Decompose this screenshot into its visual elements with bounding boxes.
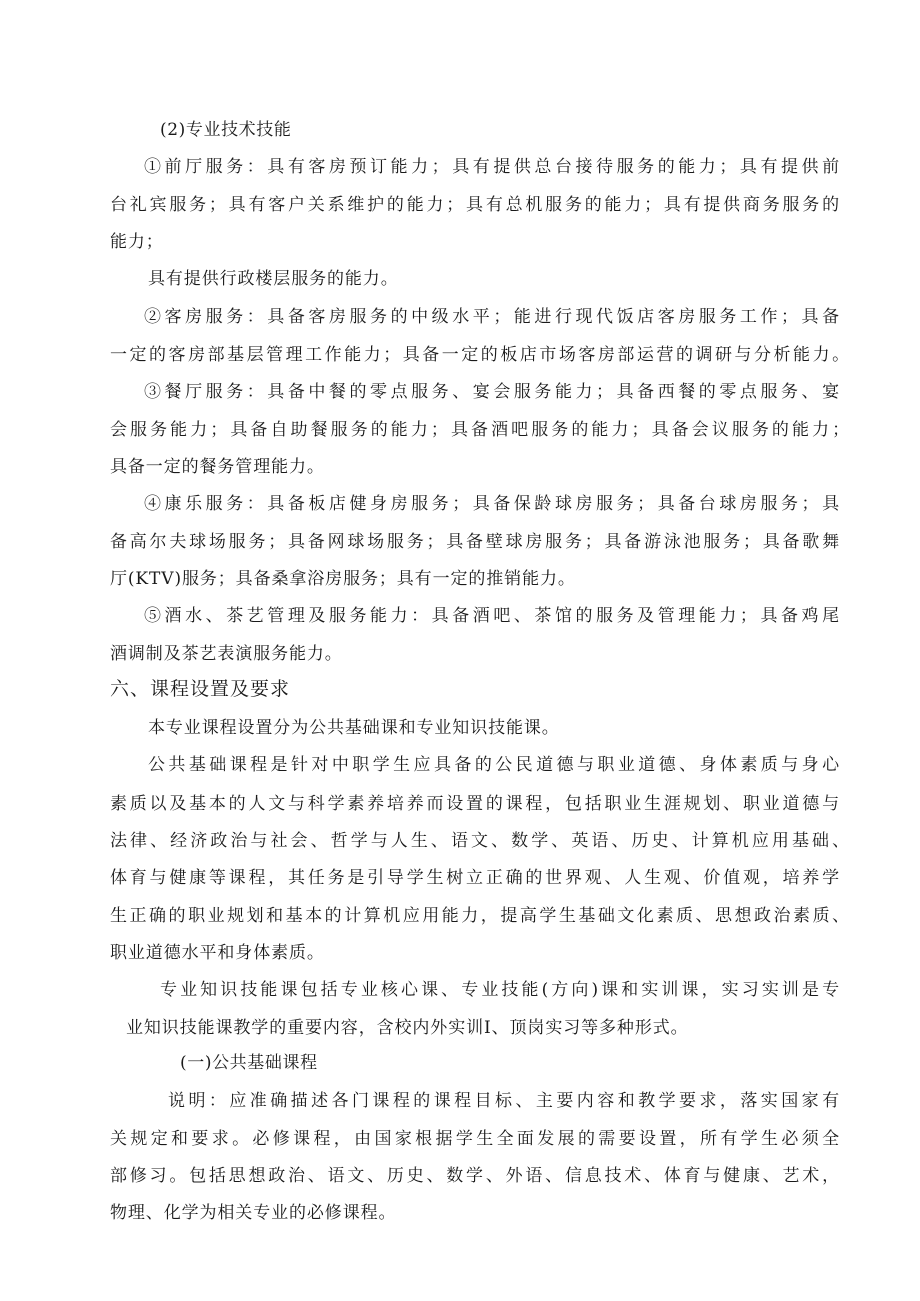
item-4-line-3: 厅(KTV)服务；具备桑拿浴房服务；具有一定的推销能力。 (110, 569, 576, 589)
public-basic-line-1: 公共基础课程是针对中职学生应具备的公民道德与职业道德、身体素质与身心 (148, 755, 840, 775)
section-6-title: 六、课程设置及要求 (110, 678, 291, 700)
item-1-line-3: 能力； (110, 232, 164, 252)
item-1-line-4: 具有提供行政楼层服务的能力。 (148, 269, 399, 289)
subsection-1-line-3: 部修习。包括思想政治、语文、历史、数学、外语、信息技术、体育与健康、艺术， (110, 1166, 840, 1186)
public-basic-line-5: 生正确的职业规划和基本的计算机应用能力，提高学生基础文化素质、思想政治素质、 (110, 906, 850, 926)
subsection-1-line-2: 关规定和要求。必修课程，由国家根据学生全面发展的需要设置，所有学生必须全 (110, 1129, 840, 1149)
subsection-1-line-1: 说明：应准确描述各门课程的课程目标、主要内容和教学要求，落实国家有 (168, 1091, 840, 1111)
public-basic-line-6: 职业道德水平和身体素质。 (110, 943, 325, 963)
item-4-line-1: ④康乐服务：具备板店健身房服务；具备保龄球房服务；具备台球房服务；具 (144, 494, 840, 514)
subsection-1-title: (一)公共基础课程 (180, 1053, 318, 1073)
item-3-line-1: ③餐厅服务：具备中餐的零点服务、宴会服务能力；具备西餐的零点服务、宴 (144, 382, 840, 402)
item-2-line-2: 一定的客房部基层管理工作能力；具备一定的板店市场客房部运营的调研与分析能力。 (110, 345, 850, 365)
section-6-intro: 本专业课程设置分为公共基础课和专业知识技能课。 (148, 718, 560, 738)
item-2-line-1: ②客房服务：具备客房服务的中级水平；能进行现代饭店客房服务工作；具备 (144, 307, 840, 327)
section-2-title: (2)专业技术技能 (160, 120, 292, 140)
item-5-line-2: 酒调制及茶艺表演服务能力。 (110, 644, 343, 664)
item-1-line-1: ①前厅服务：具有客房预订能力；具有提供总台接待服务的能力；具有提供前 (144, 157, 840, 177)
item-4-line-2: 备高尔夫球场服务；具备网球场服务；具备壁球房服务；具备游泳池服务；具备歌舞 (110, 532, 840, 552)
item-5-line-1: ⑤酒水、茶艺管理及服务能力：具备酒吧、茶馆的服务及管理能力；具备鸡尾 (144, 606, 840, 626)
item-3-line-3: 具备一定的餐务管理能力。 (110, 457, 325, 477)
professional-line-2: 业知识技能课教学的重要内容，含校内外实训Ⅰ、顶岗实习等多种形式。 (126, 1018, 689, 1038)
public-basic-line-2: 素质以及基本的人文与科学素养培养而设置的课程，包括职业生涯规划、职业道德与 (110, 794, 840, 814)
public-basic-line-3: 法律、经济政治与社会、哲学与人生、语文、数学、英语、历史、计算机应用基础、 (110, 831, 850, 851)
item-3-line-2: 会服务能力；具备自助餐服务的能力；具备酒吧服务的能力；具备会议服务的能力； (110, 420, 850, 440)
public-basic-line-4: 体育与健康等课程，其任务是引导学生树立正确的世界观、人生观、价值观，培养学 (110, 868, 840, 888)
item-1-line-2: 台礼宾服务；具有客户关系维护的能力；具有总机服务的能力；具有提供商务服务的 (110, 195, 840, 215)
professional-line-1: 专业知识技能课包括专业核心课、专业技能(方向)课和实训课，实习实训是专 (160, 980, 840, 1000)
subsection-1-line-4: 物理、化学为相关专业的必修课程。 (110, 1203, 397, 1223)
